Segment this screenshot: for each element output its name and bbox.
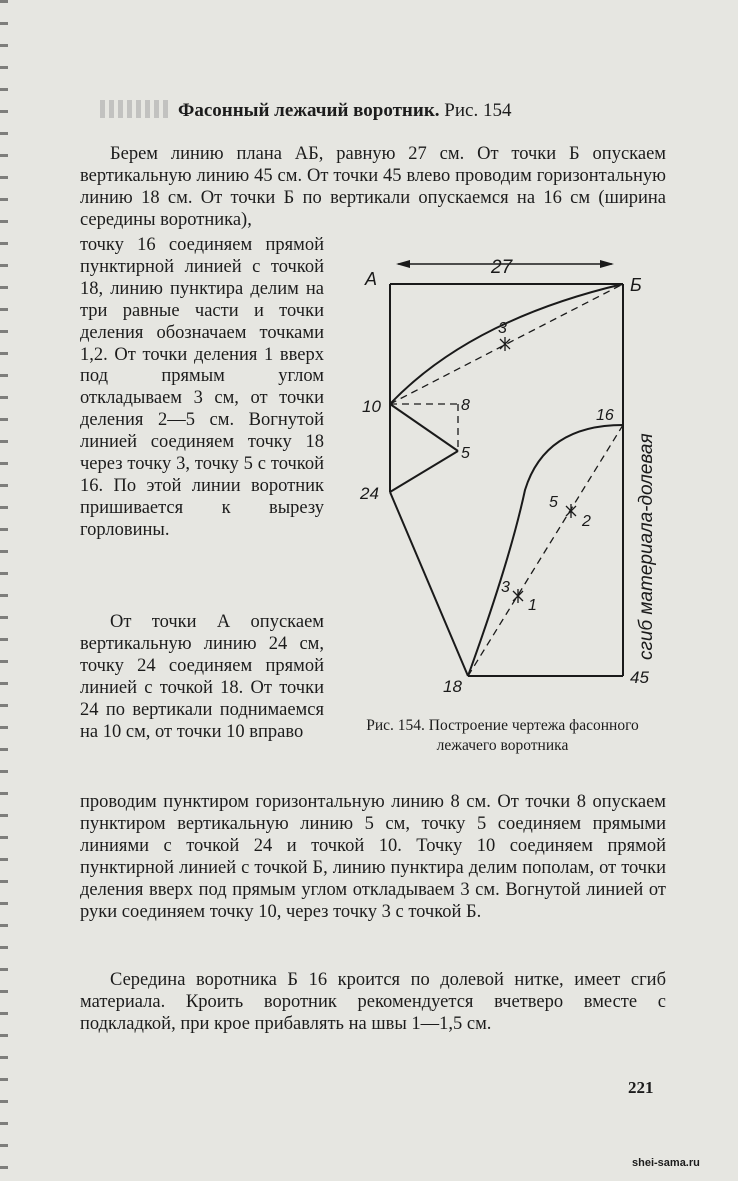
width-arrow-right (600, 260, 614, 268)
label-2: 2 (582, 513, 591, 530)
width-arrow-left (396, 260, 410, 268)
label-24: 24 (360, 484, 379, 503)
paragraph-2-bottom: проводим пунктиром горизонтальную линию 8 см. От точки 8 опускаем пунктиром вертикальную линию 5 см, точку 5 соединяем прямыми линиями с точкой 24 и точкой 10. Точку 10 соединяем прямой пунктирной линией с точкой Б, линию пунктира делим пополам, от точки деления вверх под прямым углом откладываем 3 см. Вогнутой линией от руки соединяем точку 10, через точку 3 с точкой Б. (80, 792, 666, 922)
paragraph-1-side: точку 16 соединяем прямой пунктирной линией с точкой 18, линию пунктира делим на три равные части и точки деления обозначаем точками 1,2. От точки деления 1 вверх под прямым углом откладываем 3 см, от точки деления 2—5 см. Вогнутой линией соединяем точку 18 через точку 3, точку 5 с точкой 16. По этой линии воротник пришивается к вырезу горловины. (80, 235, 324, 540)
label-18: 18 (443, 677, 462, 696)
line-10-5 (390, 404, 458, 451)
page-number: 221 (628, 1078, 654, 1097)
paragraph-2-side: От точки А опускаем вертикальную линию 24 см, точку 24 соединяем прямой линией с точкой 18. От точки 24 по вертикали поднимаемся на 10 см, от точки 10 вправо (80, 612, 324, 742)
label-5: 5 (461, 445, 470, 462)
fold-grain-label: сгиб материала-долевая (636, 433, 657, 660)
label-27: 27 (491, 257, 513, 278)
dashed-18-16 (468, 425, 623, 676)
section-figure-ref: Рис. 154 (444, 100, 512, 121)
label-3-upper: 3 (498, 320, 507, 337)
watermark: shei-sama.ru (632, 1157, 700, 1169)
section-header (100, 100, 660, 122)
paragraph-1-top: Берем линию плана АБ, равную 27 см. От точки Б опускаем вертикальную линию 45 см. От точки 45 влево проводим горизонтальную линию 18 см. От точки Б по вертикали опускаемся на 16 см (ширина середины воротника), (80, 144, 666, 230)
line-5-24 (390, 451, 458, 492)
label-45: 45 (630, 668, 649, 687)
figure-caption: Рис. 154. Построение чертежа фасонного лежачего воротника (366, 717, 639, 754)
collar-pattern-drawing (345, 250, 665, 700)
label-16: 16 (596, 407, 614, 424)
ink-blot (100, 100, 172, 118)
label-10: 10 (362, 397, 381, 416)
label-3-lower: 3 (501, 579, 510, 596)
label-5-mid: 5 (549, 494, 558, 511)
line-24-18 (390, 492, 468, 676)
paragraph-3: Середина воротника Б 16 кроится по долевой нитке, имеет сгиб материала. Кроить воротник рекомендуется вчетверо вместе с подкладкой, при крое прибавлять на швы 1—1,5 см. (80, 970, 666, 1034)
dashed-10-b (390, 284, 623, 404)
label-b: Б (630, 275, 642, 295)
cross-mark-upper (500, 337, 510, 351)
page-binding-edge (0, 0, 8, 1181)
cross-mark-2 (566, 504, 576, 518)
label-8: 8 (461, 397, 470, 414)
label-1: 1 (528, 597, 537, 614)
section-title: Фасонный лежачий воротник. (178, 100, 440, 121)
label-a: А (365, 269, 378, 289)
